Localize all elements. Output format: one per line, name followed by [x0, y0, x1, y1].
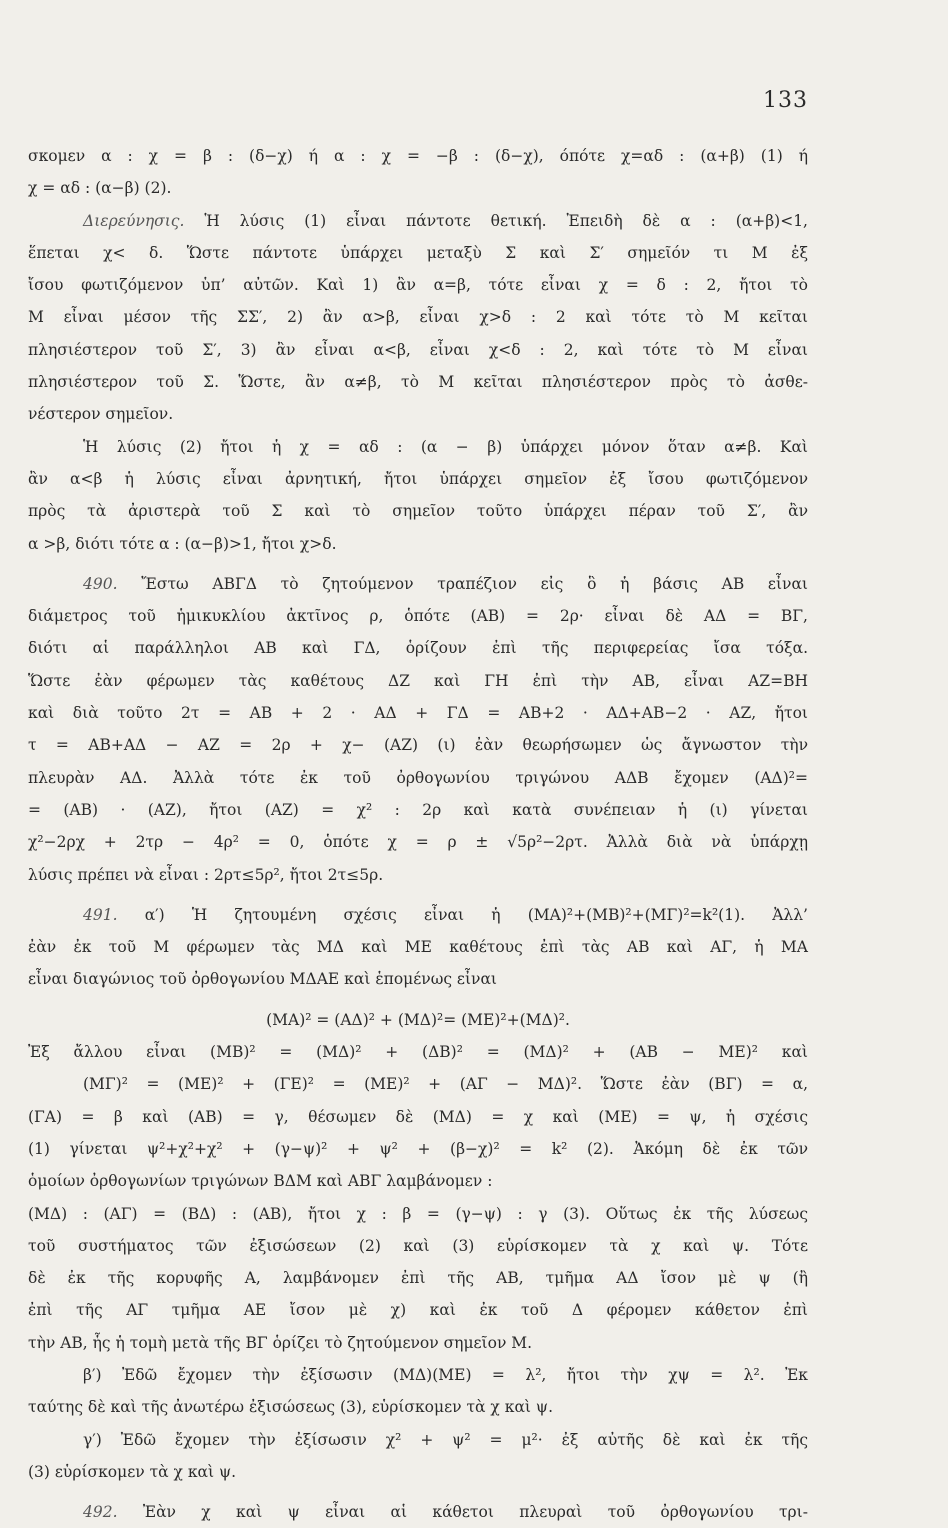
text-line: τὴν ΑΒ, ἧς ἡ τομὴ μετὰ τῆς ΒΓ ὁρίζει τὸ ζητούμενον σημεῖον Μ. — [28, 1333, 533, 1352]
text-line: (ΜΔ) : (ΑΓ) = (ΒΔ) : (ΑΒ), ἤτοι χ : β = (γ−ψ) : γ (3). Οὕτως ἐκ τῆς λύσεως — [28, 1204, 808, 1223]
text-line: τ = ΑΒ+ΑΔ − ΑΖ = 2ρ + χ− (ΑΖ) (ι) ἐὰν θεωρήσωμεν ὡς ἄγνωστον τὴν — [28, 736, 808, 755]
text-line: τοῦ συστήματος τῶν ἐξισώσεων (2) καὶ (3) εὑρίσκομεν τὰ χ καὶ ψ. Τότε — [28, 1236, 808, 1255]
text-line: Ἡ λύσις (2) ἤτοι ἡ χ = αδ : (α − β) ὑπάρχει μόνον ὅταν α≠β. Καὶ — [83, 437, 808, 456]
section-heading: Διερεύνησις. — [83, 211, 185, 230]
text-line: = (ΑΒ) · (ΑΖ), ἤτοι (ΑΖ) = χ² : 2ρ καὶ κατὰ συνέπειαν ἡ (ι) γίνεται — [28, 800, 808, 819]
text-line: Ὥστε ἐὰν φέρωμεν τὰς καθέτους ΔΖ καὶ ΓΗ ἐπὶ τὴν ΑΒ, εἶναι ΑΖ=ΒΗ — [28, 671, 808, 690]
text-line: ταύτης δὲ καὶ τῆς ἀνωτέρω ἐξισώσεως (3), εὑρίσκομεν τὰ χ καὶ ψ. — [28, 1398, 553, 1417]
text-line: ἐπὶ τῆς ΑΓ τμῆμα ΑΕ ἴσον μὲ χ) καὶ ἐκ τοῦ Δ φέρομεν κάθετον ἐπὶ — [28, 1301, 808, 1320]
text-line: χ²−2ρχ + 2τρ − 4ρ² = 0, ὁπότε χ = ρ ± √5ρ²−2ρτ. Ἀλλὰ διὰ νὰ ὑπάρχῃ — [28, 833, 808, 852]
text-line: γ′) Ἐδῶ ἔχομεν τὴν ἐξίσωσιν χ² + ψ² = μ²· ἐξ αὐτῆς δὲ καὶ ἐκ τῆς — [83, 1430, 808, 1449]
text-line: διότι αἱ παράλληλοι ΑΒ καὶ ΓΔ, ὁρίζουν ἐπὶ τῆς περιφερείας ἴσα τόξα. — [28, 639, 808, 658]
text-line: διάμετρος τοῦ ἡμικυκλίου ἀκτῖνος ρ, ὁπότε (ΑΒ) = 2ρ· εἶναι δὲ ΑΔ = ΒΓ, — [28, 607, 808, 626]
text-line: καὶ διὰ τοῦτο 2τ = ΑΒ + 2 · ΑΔ + ΓΔ = ΑΒ+2 · ΑΔ+ΑΒ−2 · ΑΖ, ἤτοι — [28, 704, 808, 723]
exercise-number: 492. — [83, 1503, 118, 1522]
text-line: νέστερον σημεῖον. — [28, 405, 174, 424]
text-line: ὁμοίων ὀρθογωνίων τριγώνων ΒΔΜ καὶ ΑΒΓ λαμβάνομεν : — [28, 1172, 493, 1191]
text-line: πρὸς τὰ ἀριστερὰ τοῦ Σ καὶ τὸ σημεῖον τοῦτο ὑπάρχει πέραν τοῦ Σ′, ἂν — [28, 502, 808, 521]
text-line: 492. Ἐὰν χ καὶ ψ εἶναι αἱ κάθετοι πλευραὶ τοῦ ὀρθογωνίου τρι- — [83, 1503, 808, 1522]
text-line: (3) εὑρίσκομεν τὰ χ καὶ ψ. — [28, 1462, 237, 1481]
text-line: πλησιέστερον τοῦ Σ′, 3) ἂν εἶναι α<β, εἶναι χ<δ : 2, καὶ τότε τὸ Μ εἶναι — [28, 340, 808, 359]
text-line: (1) γίνεται ψ²+χ²+χ² + (γ−ψ)² + ψ² + (β−χ)² = k² (2). Ἀκόμη δὲ ἐκ τῶν — [28, 1139, 808, 1158]
text-line: πλησιέστερον τοῦ Σ. Ὥστε, ἂν α≠β, τὸ Μ κεῖται πλησιέστερον πρὸς τὸ ἀσθε- — [28, 373, 808, 392]
display-formula: (ΜΑ)² = (ΑΔ)² + (ΜΔ)²= (ΜΕ)²+(ΜΔ)². — [266, 1010, 570, 1029]
text-line: χ = αδ : (α−β) (2). — [28, 179, 172, 198]
text-line: ἂν α<β ἡ λύσις εἶναι ἀρνητική, ἤτοι ὑπάρχει σημεῖον ἐξ ἴσου φωτιζόμενον — [28, 469, 808, 488]
text-line: ἴσου φωτιζόμενον ὑπ’ αὐτῶν. Καὶ 1) ἂν α=β, τότε εἶναι χ = δ : 2, ἤτοι τὸ — [28, 276, 808, 295]
text-line: Διερεύνησις. Ἡ λύσις (1) εἶναι πάντοτε θετική. Ἐπειδὴ δὲ α : (α+β)<1, — [83, 211, 808, 230]
text-line: Ἐξ ἄλλου εἶναι (ΜΒ)² = (ΜΔ)² + (ΔΒ)² = (ΜΔ)² + (ΑΒ − ΜΕ)² καὶ — [28, 1043, 808, 1062]
text-line: α >β, διότι τότε α : (α−β)>1, ἤτοι χ>δ. — [28, 534, 337, 553]
text-line: 491. α′) Ἡ ζητουμένη σχέσις εἶναι ἡ (ΜΑ)²+(ΜΒ)²+(ΜΓ)²=k²(1). Ἀλλ’ — [83, 905, 808, 924]
text-line: δὲ ἐκ τῆς κορυφῆς Α, λαμβάνομεν ἐπὶ τῆς ΑΒ, τμῆμα ΑΔ ἴσον μὲ ψ (ἢ — [28, 1269, 808, 1288]
page-text — [28, 140, 808, 1528]
text-line: 490. Ἔστω ΑΒΓΔ τὸ ζητούμενον τραπέζιον εἰς ὃ ἡ βάσις ΑΒ εἶναι — [83, 574, 808, 593]
exercise-number: 491. — [83, 905, 118, 924]
text-line: λύσις πρέπει νὰ εἶναι : 2ρτ≤5ρ², ἤτοι 2τ≤5ρ. — [28, 865, 384, 884]
text-line: (ΜΓ)² = (ΜΕ)² + (ΓΕ)² = (ΜΕ)² + (ΑΓ − ΜΔ)². Ὥστε ἐὰν (ΒΓ) = α, — [83, 1075, 808, 1094]
exercise-number: 490. — [83, 574, 118, 593]
text-line: ἐὰν ἐκ τοῦ Μ φέρωμεν τὰς ΜΔ καὶ ΜΕ καθέτους ἐπὶ τὰς ΑΒ καὶ ΑΓ, ἡ ΜΑ — [28, 938, 808, 957]
text-line: σκομεν α : χ = β : (δ−χ) ή α : χ = −β : (δ−χ), όπότε χ=αδ : (α+β) (1) ή — [28, 147, 808, 165]
text-line: πλευρὰν ΑΔ. Ἀλλὰ τότε ἐκ τοῦ ὀρθογωνίου τριγώνου ΑΔΒ ἔχομεν (ΑΔ)²= — [28, 768, 808, 787]
text-line: ἕπεται χ< δ. Ὥστε πάντοτε ὑπάρχει μεταξὺ Σ καὶ Σ′ σημεῖόν τι Μ ἐξ — [28, 243, 808, 262]
text-line: (ΓΑ) = β καὶ (ΑΒ) = γ, θέσωμεν δὲ (ΜΔ) = χ καὶ (ΜΕ) = ψ, ἡ σχέσις — [28, 1107, 808, 1126]
page-number: 133 — [763, 88, 808, 113]
text-line: β′) Ἐδῶ ἔχομεν τὴν ἐξίσωσιν (ΜΔ)(ΜΕ) = λ², ἤτοι τὴν χψ = λ². Ἐκ — [83, 1365, 808, 1384]
text-line: Μ εἶναι μέσον τῆς ΣΣ′, 2) ἂν α>β, εἶναι χ>δ : 2 καὶ τότε τὸ Μ κεῖται — [28, 308, 808, 327]
text-line: εἶναι διαγώνιος τοῦ ὀρθογωνίου ΜΔΑΕ καὶ ἑπομένως εἶναι — [28, 970, 498, 989]
